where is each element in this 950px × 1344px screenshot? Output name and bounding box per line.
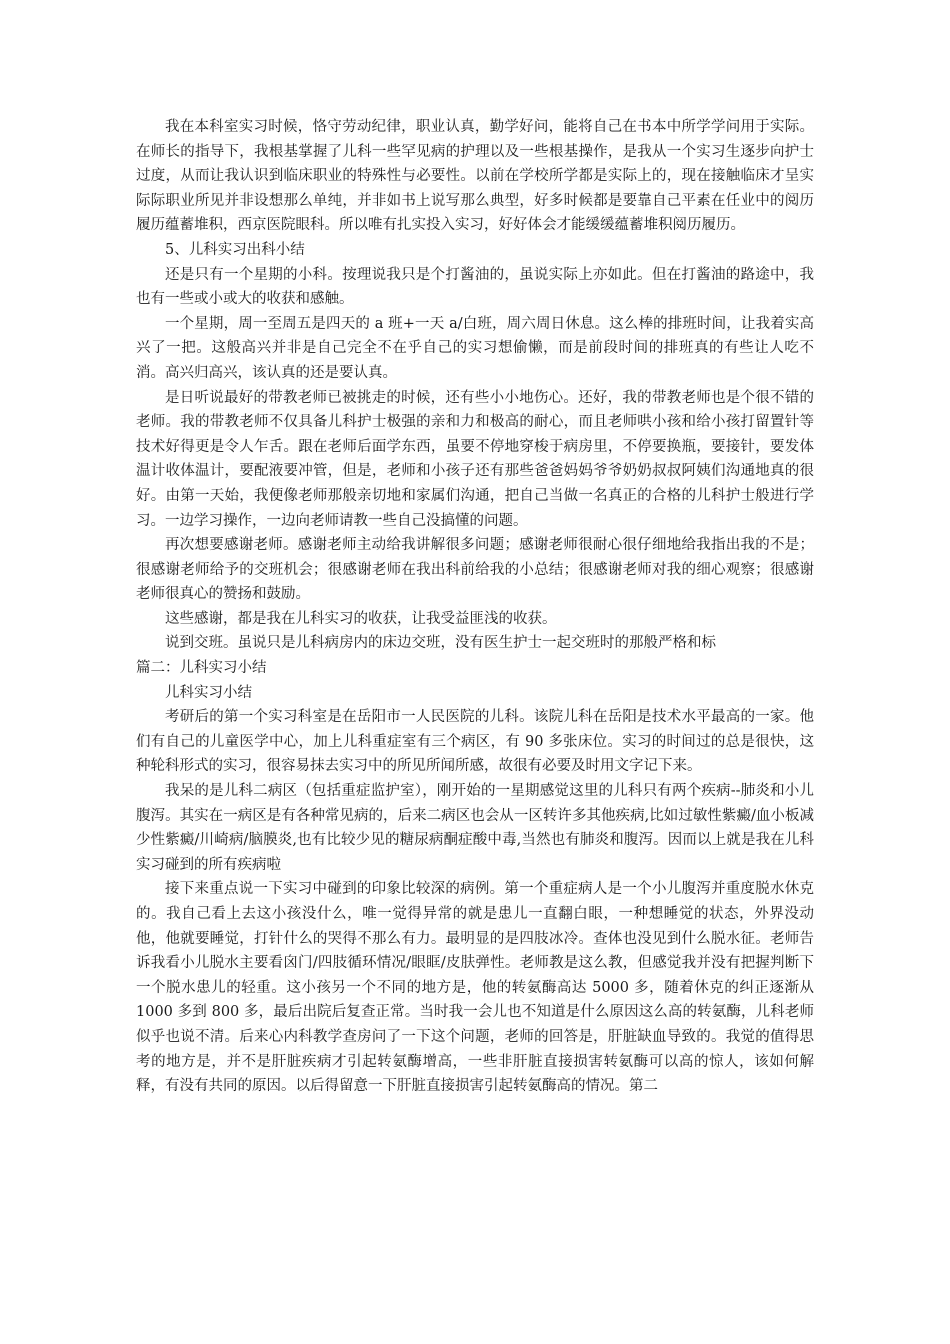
- chapter-subtitle: 儿科实习小结: [165, 684, 252, 701]
- section-heading-5: 5、儿科实习出科小结: [165, 241, 305, 258]
- paragraph-13: 接下来重点说一下实习中碰到的印象比较深的病例。第一个重症病人是一个小儿腹泻并重度脱水休克的。我自己看上去这小孩没什么，唯一觉得异常的就是患儿一直翻白眼，一种想睡觉的状态，外界没动他，他就要睡觉，打针什么的哭得不那么有力。最明显的是四肢冰冷。查体也没见到什么脱水征。老师告诉我看小儿脱水主要看囟门/四肢循环情况/眼眶/皮肤弹性。老师教是这么教，但感觉我并没有把握判断下一个脱水患儿的轻重。这小孩另一个不同的地方是，他的转氨酶高达 5000 多，随着休克的纠正逐渐从 1000 多到 800 多，最后出院后复查正常。当时我一会儿也不知道是什么原因这么高的转氨酶，儿科老师似乎也说不清。后来心内科教学查房问了一下这个问题，老师的回答是，肝脏缺血导致的。我觉的值得思考的地方是，并不是肝脏疾病才引起转氨酶增高，一些非肝脏直接损害转氨酶可以高的惊人，该如何解释，有没有共同的原因。以后得留意一下肝脏直接损害引起转氨酶高的情况。第二: [136, 881, 814, 1095]
- paragraph-8: 说到交班。虽说只是儿科病房内的床边交班，没有医生护士一起交班时的那般严格和标: [165, 635, 716, 652]
- paragraph-4: 一个星期，周一至周五是四天的 a 班+一天 a/白班，周六周日休息。这么棒的排班时间，让我着实高兴了一把。这般高兴并非是自己完全不在乎自己的实习想偷懒，而是前段时间的排班真的有些让人吃不消。高兴归高兴，该认真的还是要认真。: [136, 315, 814, 381]
- paragraph-6: 再次想要感谢老师。感谢老师主动给我讲解很多问题；感谢老师很耐心很仔细地给我指出我的不是；很感谢老师给予的交班机会；很感谢老师在我出科前给我的小总结；很感谢老师对我的细心观察；很感谢老师很真心的赞扬和鼓励。: [136, 537, 814, 603]
- chapter-heading-2: 篇二：儿科实习小结: [136, 660, 267, 677]
- document-body: [136, 115, 814, 1099]
- paragraph-12: 我呆的是儿科二病区（包括重症监护室），刚开始的一星期感觉这里的儿科只有两个疾病--肺炎和小儿腹泻。其实在一病区是有各种常见病的，后来二病区也会从一区转许多其他疾病,比如过敏性紫癜/血小板减少性紫癜/川崎病/脑膜炎,也有比较少见的糖尿病酮症酸中毒,当然也有肺炎和腹泻。因而以上就是我在儿科实习碰到的所有疾病啦: [136, 783, 814, 873]
- paragraph-1: 我在本科室实习时候，恪守劳动纪律，职业认真，勤学好问，能将自己在书本中所学学问用于实际。在师长的指导下，我根基掌握了儿科一些罕见病的护理以及一些根基操作，是我从一个实习生逐步向护士过度，从而让我认识到临床职业的特殊性与必要性。以前在学校所学都是实际上的，现在接触临床才呈实际际职业所见并非设想那么单纯，并非如书上说写那么典型，好多时候都是要靠自己平素在任业中的阅历履历蕴蓄堆积，西京医院眼科。所以唯有扎实投入实习，好好体会才能缓缓蕴蓄堆积阅历履历。: [136, 119, 814, 234]
- paragraph-7: 这些感谢，都是我在儿科实习的收获，让我受益匪浅的收获。: [165, 610, 557, 627]
- paragraph-5: 是日听说最好的带教老师已被挑走的时候，还有些小小地伤心。还好，我的带教老师也是个很不错的老师。我的带教老师不仅具备儿科护士极强的亲和力和极高的耐心，而且老师哄小孩和给小孩打留置针等技术好得更是令人乍舌。跟在老师后面学东西，虽要不停地穿梭于病房里，不停要换瓶，要接针，要发体温计收体温计，要配液要冲管，但是，老师和小孩子还有那些爸爸妈妈爷爷奶奶叔叔阿姨们沟通地真的很好。由第一天始，我便像老师那般亲切地和家属们沟通，把自己当做一名真正的合格的儿科护士般进行学习。一边学习操作，一边向老师请教一些自己没搞懂的问题。: [136, 389, 814, 529]
- paragraph-11: 考研后的第一个实习科室是在岳阳市一人民医院的儿科。该院儿科在岳阳是技术水平最高的一家。他们有自己的儿童医学中心，加上儿科重症室有三个病区，有 90 多张床位。实习的时间过的总是很快，这种轮科形式的实习，很容易抹去实习中的所见所闻所感，故很有必要及时用文字记下来。: [136, 709, 814, 775]
- paragraph-3: 还是只有一个星期的小科。按理说我只是个打酱油的，虽说实际上亦如此。但在打酱油的路途中，我也有一些或小或大的收获和感触。: [136, 266, 814, 308]
